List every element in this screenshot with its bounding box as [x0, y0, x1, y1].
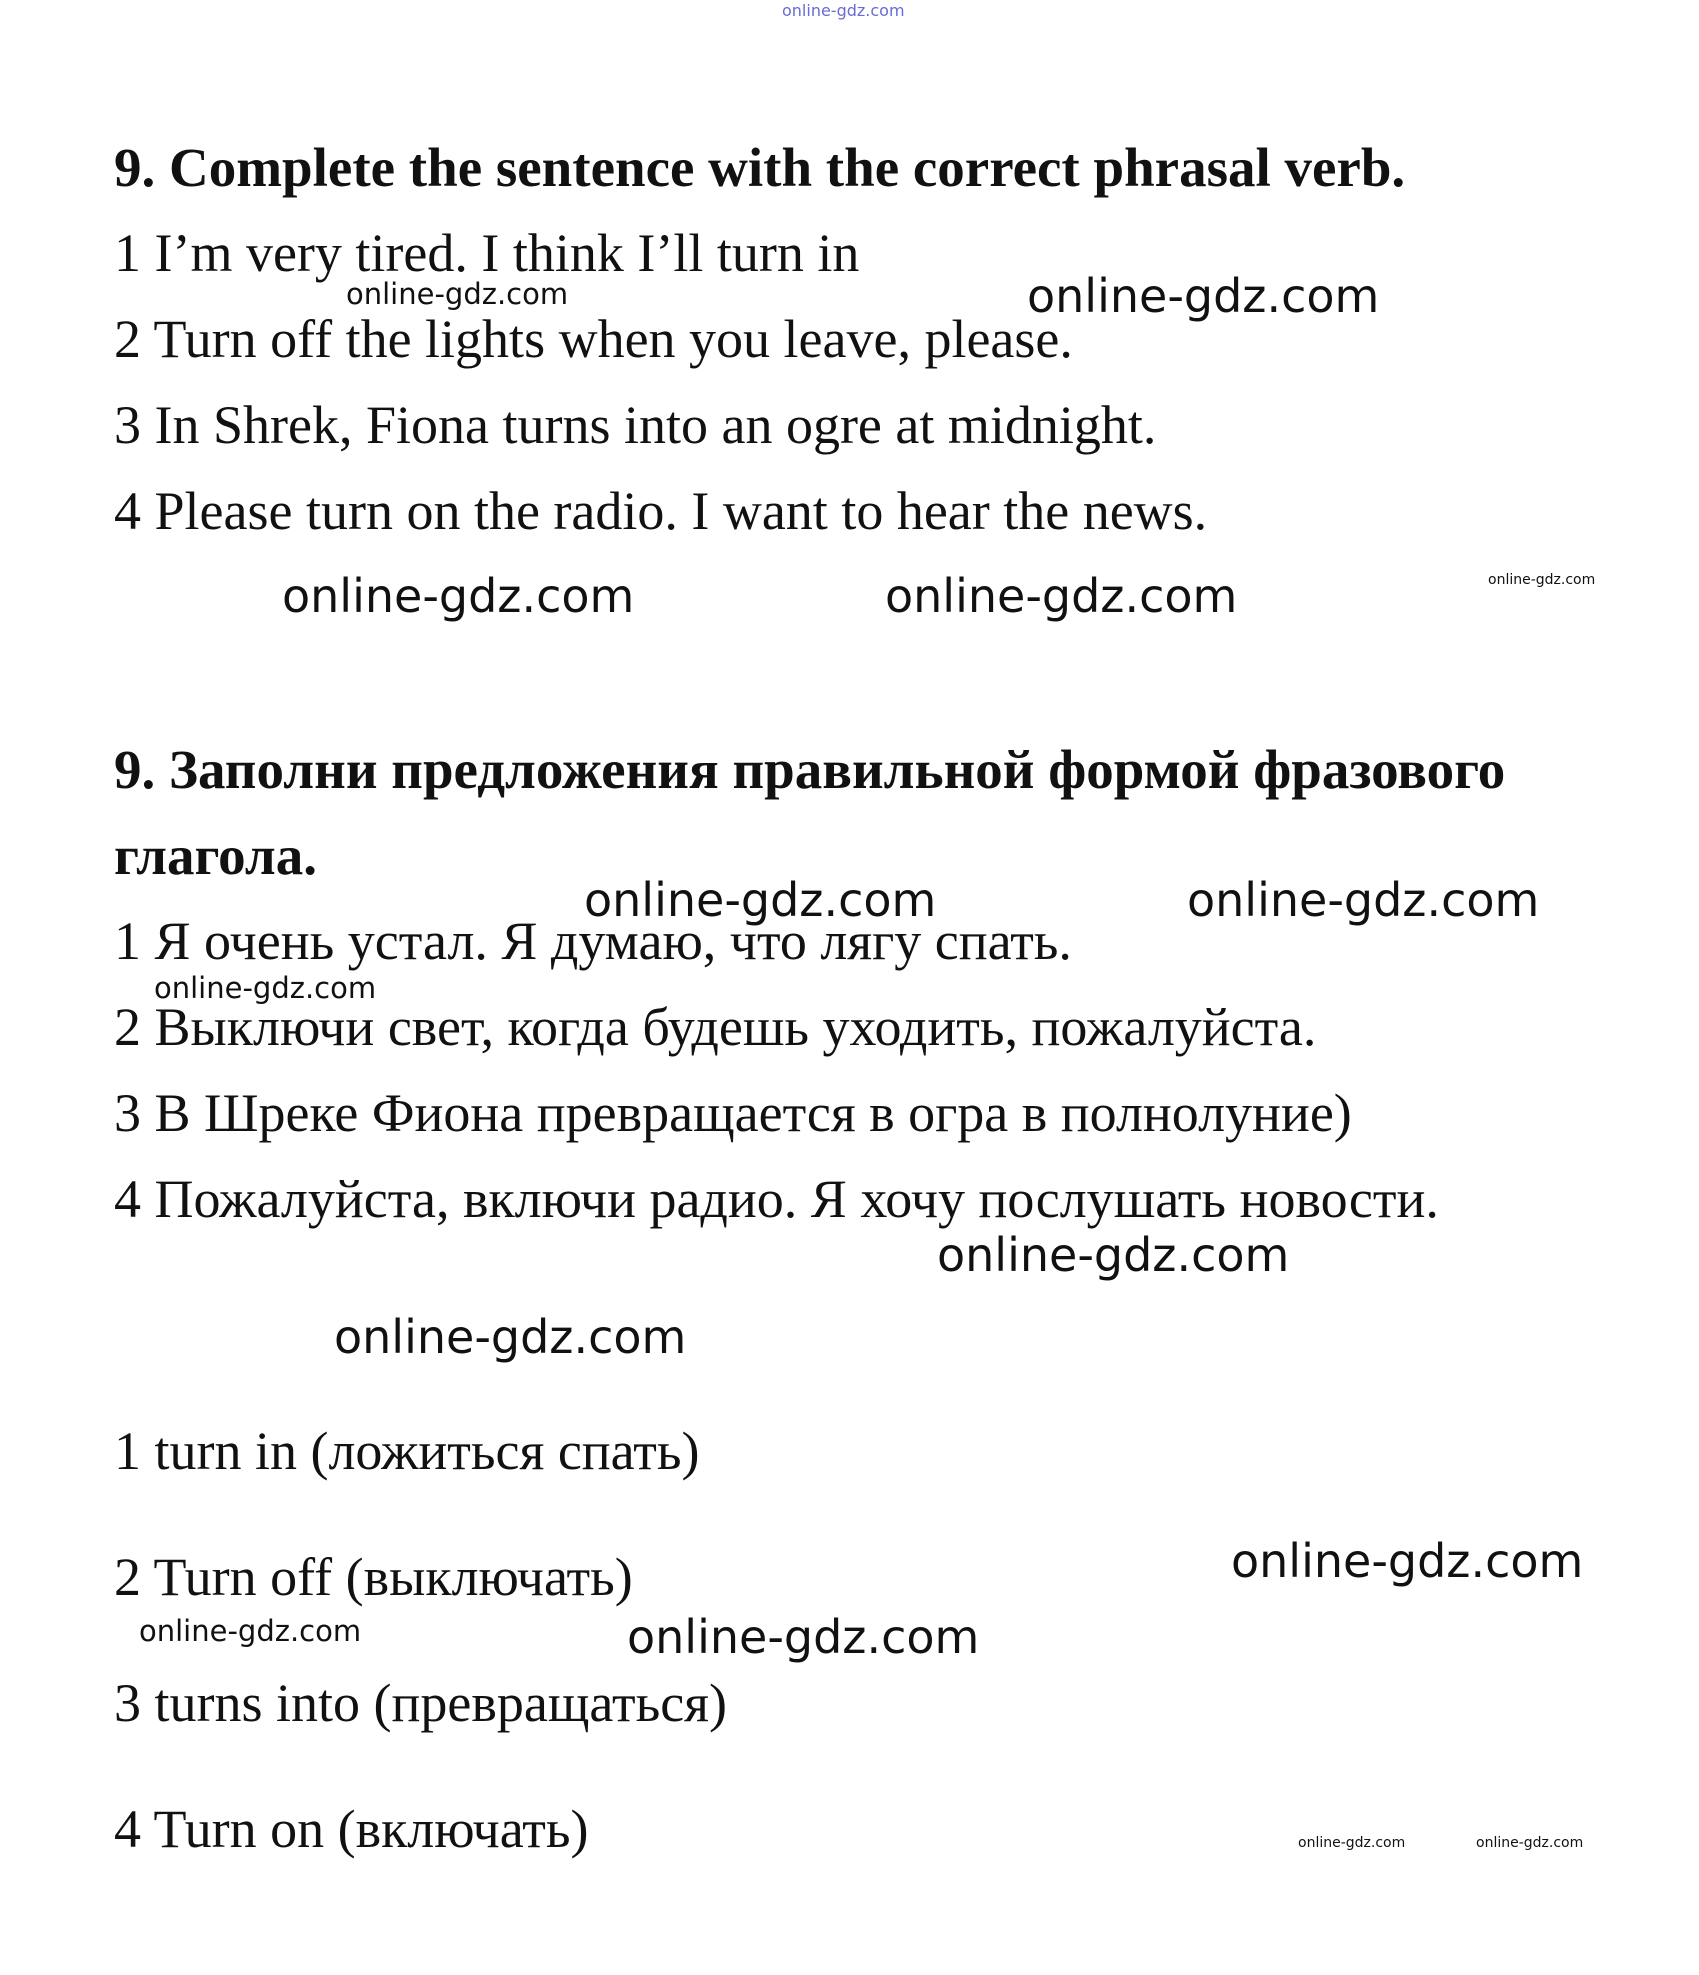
- exercise-heading-ru-continued: глагола.: [114, 825, 318, 886]
- watermark: online-gdz.com: [627, 1610, 980, 1664]
- watermark: online-gdz.com: [1231, 1534, 1584, 1588]
- watermark: online-gdz.com: [1476, 1835, 1584, 1851]
- watermark: online-gdz.com: [282, 569, 635, 623]
- sentence-ru-2: 2 Выключи свет, когда будешь уходить, пожалуйста.: [114, 997, 1317, 1057]
- answer-4: 4 Turn on (включать): [114, 1799, 589, 1859]
- watermark: online-gdz.com: [1488, 572, 1596, 588]
- sentence-ru-3: 3 В Шреке Фиона превращается в огра в полнолуние): [114, 1083, 1352, 1143]
- sentence-en-3: 3 In Shrek, Fiona turns into an ogre at midnight.: [114, 395, 1157, 455]
- watermark: online-gdz.com: [1027, 269, 1380, 323]
- watermark: online-gdz.com: [1187, 873, 1540, 927]
- sentence-en-4: 4 Please turn on the radio. I want to hear the news.: [114, 481, 1208, 541]
- exercise-heading-ru: 9. Заполни предложения правильной формой фразового: [114, 739, 1506, 800]
- sentence-en-1: 1 I’m very tired. I think I’ll turn in: [114, 223, 860, 283]
- answer-1: 1 turn in (ложиться спать): [114, 1421, 700, 1481]
- watermark: online-gdz.com: [885, 569, 1238, 623]
- answer-2: 2 Turn off (выключать): [114, 1547, 633, 1607]
- exercise-heading-en: 9. Complete the sentence with the correct phrasal verb.: [114, 137, 1406, 198]
- sentence-ru-1: 1 Я очень устал. Я думаю, что лягу спать.: [114, 911, 1072, 971]
- answer-3: 3 turns into (превращаться): [114, 1673, 727, 1733]
- watermark-top: online-gdz.com: [782, 1, 905, 20]
- watermark: online-gdz.com: [584, 873, 937, 927]
- watermark: online-gdz.com: [139, 1614, 362, 1648]
- sentence-ru-4: 4 Пожалуйста, включи радио. Я хочу послушать новости.: [114, 1169, 1439, 1229]
- watermark: online-gdz.com: [346, 277, 569, 311]
- sentence-en-2: 2 Turn off the lights when you leave, please.: [114, 309, 1073, 369]
- watermark: online-gdz.com: [154, 971, 377, 1005]
- watermark: online-gdz.com: [937, 1228, 1290, 1282]
- watermark: online-gdz.com: [1298, 1835, 1406, 1851]
- watermark: online-gdz.com: [334, 1310, 687, 1364]
